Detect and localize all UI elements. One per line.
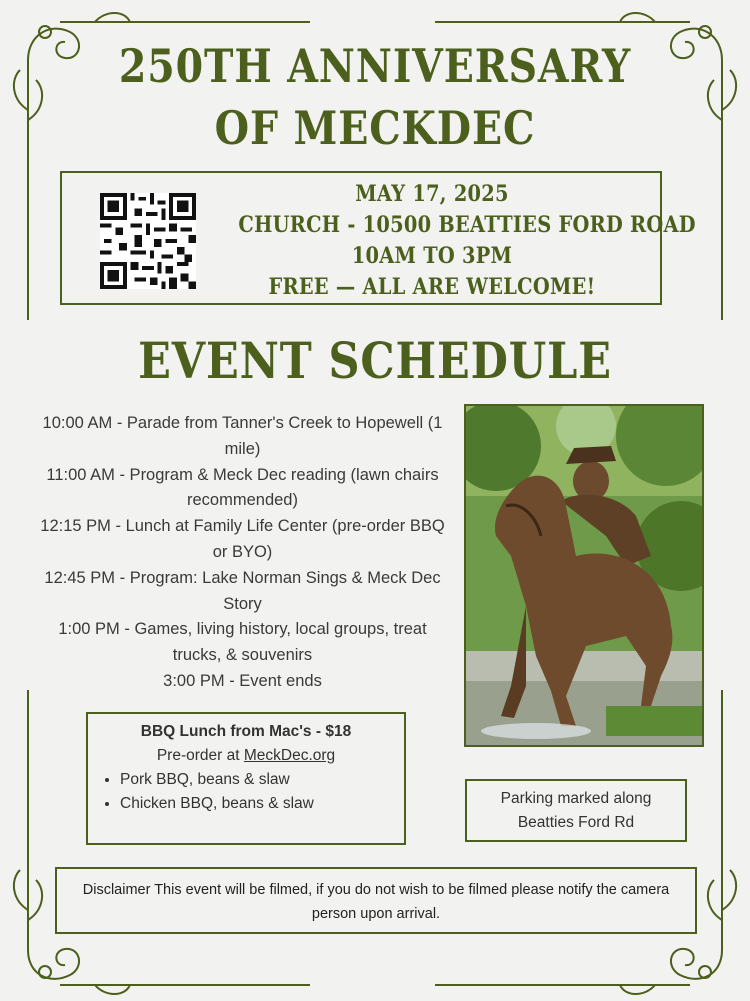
schedule-item: 12:45 PM - Program: Lake Norman Sings & Meck Dec Story xyxy=(44,568,441,613)
parking-line1: Parking marked along xyxy=(500,790,652,807)
schedule-heading: EVENT SCHEDULE xyxy=(138,331,612,390)
event-admission: FREE — ALL ARE WELCOME! xyxy=(268,274,596,300)
event-location: CHURCH - 10500 BEATTIES FORD ROAD xyxy=(238,212,696,238)
bbq-title: BBQ Lunch from Mac's - $18 xyxy=(140,723,352,740)
statue-photo xyxy=(464,404,704,747)
schedule-list xyxy=(40,411,445,695)
parking-line2: Beatties Ford Rd xyxy=(517,814,635,831)
horse-rider-statue-image xyxy=(466,406,702,745)
bbq-options-list xyxy=(88,768,404,816)
bbq-preorder xyxy=(88,744,404,768)
bbq-preorder-text: Pre-order at xyxy=(156,747,244,764)
meckdec-link[interactable]: MeckDec.org xyxy=(243,747,336,764)
schedule-item: 11:00 AM - Program & Meck Dec reading (lawn chairs recommended) xyxy=(46,465,439,510)
bbq-option: • Pork BBQ, beans & slaw xyxy=(120,768,404,792)
bbq-option: • Chicken BBQ, beans & slaw xyxy=(120,792,404,816)
event-title-line2: OF MECKDEC xyxy=(214,101,536,155)
schedule-item: 3:00 PM - Event ends xyxy=(163,671,322,690)
event-title-line1: 250TH ANNIVERSARY xyxy=(118,39,632,93)
schedule-item: 10:00 AM - Parade from Tanner's Creek to Hopewell (1 mile) xyxy=(42,414,443,458)
schedule-item: 12:15 PM - Lunch at Family Life Center (pre-order BBQ or BYO) xyxy=(40,517,445,561)
bbq-lunch-box xyxy=(86,712,406,845)
qr-code[interactable] xyxy=(100,193,196,289)
event-date: MAY 17, 2025 xyxy=(355,181,509,207)
schedule-item: 1:00 PM - Games, living history, local groups, treat trucks, & souvenirs xyxy=(58,620,427,665)
disclaimer-box: Disclaimer This event will be filmed, if you do not wish to be filmed please notify the camera person upon arrival. xyxy=(55,867,697,934)
parking-box xyxy=(465,779,687,842)
event-info-box xyxy=(60,171,696,305)
event-time: 10AM TO 3PM xyxy=(351,243,513,269)
